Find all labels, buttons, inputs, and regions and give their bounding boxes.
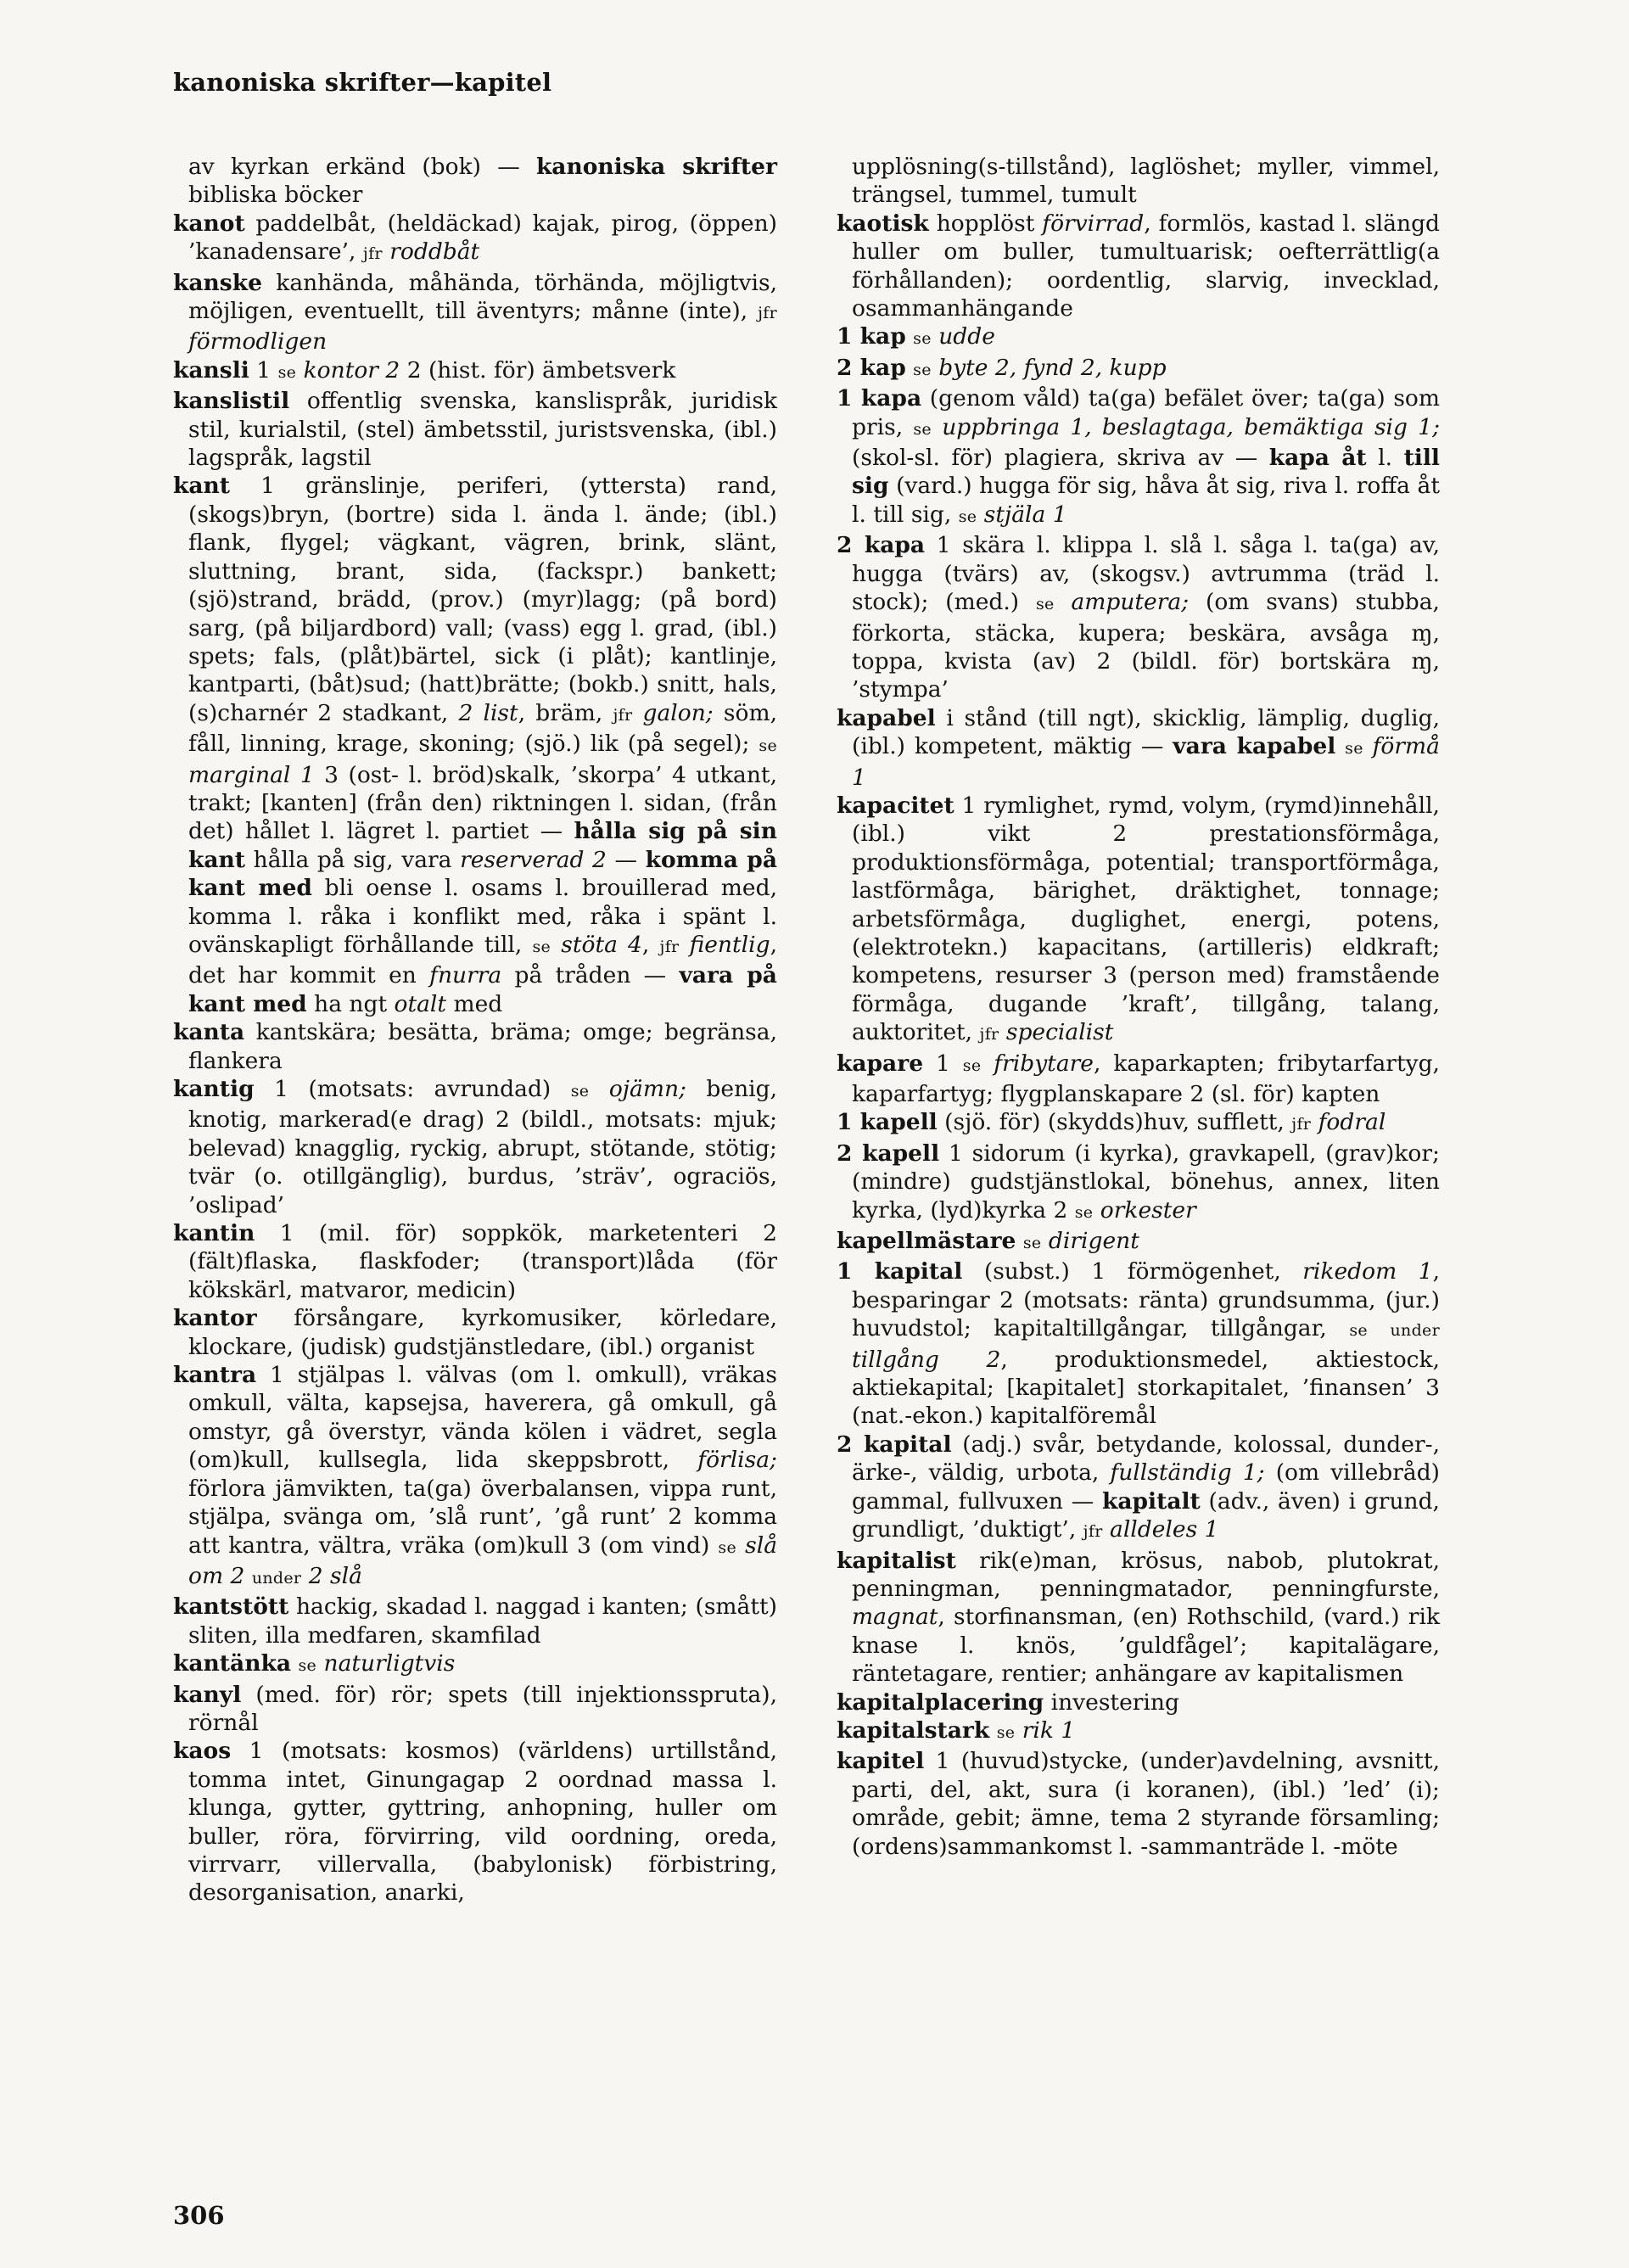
page-number: 306: [173, 2201, 225, 2230]
entry-text: (subst.) 1 förmögenhet,: [962, 1258, 1303, 1285]
entry-text: l.: [1366, 445, 1404, 472]
italic-ref: förlisa;: [697, 1447, 777, 1474]
italic-ref: fribytare: [994, 1050, 1094, 1077]
headword: kapare: [837, 1050, 924, 1077]
entry-text: hålla på sig, vara: [245, 846, 461, 873]
small-caps-label: under: [1390, 1321, 1440, 1341]
headword: kapellmästare: [837, 1228, 1016, 1255]
small-caps-label: se: [570, 1082, 590, 1100]
entry-text: [1016, 1228, 1022, 1254]
entry-text: (vard.) hugga för sig, håva åt sig, riva l. roffa åt l. till sig,: [852, 473, 1440, 528]
italic-ref: 2 list: [458, 699, 518, 726]
entry-text: 1 (huvud)stycke, (under)avdelning, avsnitt, parti, del, akt, sura (i koranen), (ibl.) ’led’ (i); område, gebit; ämne, tema 2 styrande församling; (ordens)sammankomst l. -sammanträde l. -möte: [852, 1748, 1440, 1860]
entry-text: [906, 323, 913, 350]
italic-ref: fnurra: [429, 962, 502, 989]
entry-text: försångare, kyrkomusiker, körledare, klockare, (judisk) gudstjänstledare, (ibl.) organist: [188, 1305, 777, 1360]
dictionary-entry: [173, 1361, 777, 1593]
entry-text: 2 (hist. för) ämbetsverk: [400, 356, 676, 384]
entry-text: [679, 932, 689, 958]
italic-ref: fientlig: [689, 931, 770, 958]
entry-text: [932, 323, 938, 350]
entry-text: ha ngt: [306, 990, 395, 1017]
headword: kantänka: [173, 1650, 292, 1677]
entry-text: paddelbåt, (heldäckad) kajak, pirog, (öppen) ’kanadensare’,: [188, 210, 777, 266]
entry-text: , det har kommit en: [188, 931, 777, 989]
dictionary-entry: [837, 1547, 1440, 1688]
small-caps-label: jfr: [758, 304, 777, 323]
small-caps-label: se: [532, 937, 551, 956]
headword: kant: [173, 473, 231, 500]
italic-ref: rikedom 1: [1302, 1258, 1433, 1285]
italic-ref: fullständig 1;: [1110, 1459, 1265, 1487]
italic-ref: stöta 4: [561, 931, 642, 958]
headword: kapitalplacering: [837, 1688, 1044, 1716]
entry-text: benig, knotig, markerad(e drag) 2 (bildl., motsats: mjuk; belevad) knagglig, ryckig, abrupt, stötande, stötig; tvär (o. otillgänglig), burdus, ’sträv’, ograciös, ’oslipad’: [188, 1076, 777, 1218]
dictionary-entry: [173, 356, 777, 387]
right-column: [837, 153, 1440, 1861]
entry-text: [1335, 733, 1345, 759]
entry-text: 1 sidorum (i kyrka), gravkapell, (grav)kor; (mindre) gudstjänstlokal, bönehus, annex, liten kyrka, (lyd)kyrka 2: [852, 1140, 1440, 1224]
italic-ref: kontor 2: [303, 356, 400, 384]
entry-text: (med. för) rör; spets (till injektionsspruta), rörnål: [188, 1681, 777, 1736]
dictionary-entry: [173, 1304, 777, 1361]
entry-text: rik(e)man, krösus, nabob, plutokrat, penningman, penningmatador, penningfurste,: [852, 1547, 1440, 1602]
running-head: kanoniska skrifter—kapitel: [173, 68, 552, 97]
dictionary-entry: [837, 210, 1440, 323]
entry-text: [932, 414, 942, 440]
entry-text: [1093, 1197, 1100, 1224]
dictionary-entry: [173, 1737, 777, 1907]
entry-text: upplösning(s-tillstånd), laglöshet; myller, vimmel, trängsel, tummel, tumult: [852, 154, 1440, 209]
italic-ref: orkester: [1100, 1196, 1196, 1224]
entry-text: , kaparkapten; fribytarfartyg, kaparfartyg; flygplanskapare 2 (sl. för) kapten: [852, 1050, 1440, 1107]
headword: kaos: [173, 1738, 232, 1765]
italic-ref: amputera;: [1071, 589, 1190, 616]
entry-text: (om villebråd) gammal, fullvuxen —: [852, 1459, 1441, 1515]
dictionary-entry: [837, 704, 1440, 792]
entry-text: (adv., även) i grund, grundligt, ’duktigt’,: [852, 1487, 1440, 1543]
headword: 1 kapital: [837, 1258, 963, 1285]
italic-ref: 2 slå: [308, 1562, 362, 1589]
headword: kantstött: [173, 1593, 289, 1621]
headword: kapitel: [837, 1748, 925, 1775]
entry-text: (adj.) svår, betydande, kolossal, dunder-, ärke-, väldig, urbota,: [852, 1431, 1440, 1487]
bold-phrase: kapitalt: [1101, 1487, 1201, 1515]
small-caps-label: under: [251, 1568, 302, 1588]
small-caps-label: se: [1349, 1321, 1368, 1341]
dictionary-entry: [837, 1431, 1440, 1547]
entry-text: [1311, 1109, 1318, 1135]
small-caps-label: jfr: [1291, 1115, 1312, 1134]
entry-text: 1 (motsats: kosmos) (världens) urtillstånd, tomma intet, Ginungagap 2 oordnad massa l. klunga, gytter, gyttring, anhopning, huller om buller, röra, förvirring, vild oordning, oreda, virrvarr, villervalla, (babylonisk) förbistring, desorganisation, anarki,: [188, 1738, 777, 1907]
entry-text: [1368, 1315, 1391, 1341]
small-caps-label: jfr: [613, 705, 633, 725]
small-caps-label: se: [1074, 1202, 1094, 1222]
entry-text: [632, 700, 642, 726]
headword: kaotisk: [837, 210, 929, 237]
entry-text: 1 gränslinje, periferi, (yttersta) rand, (skogs)bryn, (bortre) sida l. ända l. ände; (ibl.) flank, flygel; vägkant, vägren, brink, slänt, sluttning, brant, sida, (fackspr.) bankett; (sjö)strand, brädd, (prov.) (myr)lagg; (på bord) sarg, (på biljardbord) vall; (vass) egg l. grad, (ibl.) spets; fals, (plåt)bärtel, sick (i plåt); kantlinje, kantparti, (båt)sud; (hatt)brätte; (bokb.) snitt, hals, (s)charnér 2 stadkant,: [188, 473, 777, 726]
entry-text: kanhända, måhända, törhända, möjligtvis, möjligen, eventuellt, till äventyrs; månne (inte),: [188, 269, 777, 325]
dictionary-entry: [173, 269, 777, 356]
headword: kapabel: [837, 704, 936, 731]
small-caps-label: jfr: [362, 244, 383, 264]
bold-phrase: till sig: [852, 445, 1441, 500]
dictionary-entry: [173, 153, 777, 210]
italic-ref: stjäla 1: [983, 501, 1067, 528]
entry-text: [736, 1532, 745, 1559]
dictionary-entry: [837, 792, 1440, 1050]
dictionary-entry: [173, 1219, 777, 1304]
small-caps-label: se: [913, 329, 932, 349]
headword: kanta: [173, 1019, 245, 1046]
entry-text: i stånd (till ngt), skicklig, lämplig, duglig, (ibl.) kompetent, mäktig —: [852, 704, 1440, 760]
headword: 2 kap: [837, 354, 906, 381]
entry-text: [981, 1050, 994, 1077]
dictionary-entry: [837, 1108, 1440, 1139]
entry-text: [1041, 1228, 1048, 1254]
dictionary-entry: [173, 472, 777, 1018]
dictionary-entry: [837, 1227, 1440, 1257]
italic-ref: udde: [938, 323, 995, 350]
entry-text: 1 rymlighet, rymd, volym, (rymd)innehåll, (ibl.) vikt 2 prestationsförmåga, produktionsförmåga, potential; transportförmåga, lastförmåga, bärighet, dräktighet, tonnage; arbetsförmåga, duglighet, energi, potens, (elektrotekn.) kapacitans, (artilleris) eldkraft; kompetens, resurser 3 (person med) framstående förmåga, dugande ’kraft’, tillgång, talang, auktoritet,: [852, 792, 1440, 1046]
italic-ref: alldeles 1: [1110, 1516, 1219, 1543]
headword: kansli: [173, 356, 249, 384]
small-caps-label: se: [759, 736, 777, 756]
entry-text: [977, 501, 983, 528]
small-caps-label: se: [962, 1056, 982, 1075]
headword: 1 kap: [837, 323, 906, 350]
headword: 2 kapa: [837, 532, 926, 559]
entry-text: 1 stjälpas l. välvas (om l. omkull), vräkas omkull, välta, kapsejsa, haverera, gå omkull, gå omstyr, gå överstyr, vända kölen i vädret, segla (om)kull, kullsegla, lida skeppsbrott,: [188, 1362, 777, 1474]
italic-ref: specialist: [1005, 1019, 1114, 1046]
bold-phrase: kapa åt: [1268, 445, 1367, 472]
headword: kapitalstark: [837, 1716, 990, 1744]
small-caps-label: se: [913, 360, 932, 379]
small-caps-label: se: [1022, 1234, 1042, 1253]
entry-text: 3 (ost- l. bröd)skalk, ’skorpa’ 4 utkant, trakt; [kanten] (från den) riktningen l. sidan, (från det) hållet l. lägret l. partiet —: [188, 761, 777, 845]
dictionary-entry: [837, 354, 1440, 384]
entry-text: , formlös, kastad l. slängd huller om buller, tumultuarisk; oefterrättlig(a förhållanden); oordentlig, slarvig, invecklad, osammanhängande: [852, 210, 1440, 322]
entry-text: 1: [923, 1050, 963, 1077]
headword: 1 kapell: [837, 1109, 938, 1136]
entry-text: med: [446, 990, 503, 1017]
entry-text: offentlig svenska, kanslispråk, juridisk stil, kurialstil, (stel) ämbetsstil, juristsvenska, (ibl.) lagspråk, lagstil: [188, 388, 777, 472]
small-caps-label: se: [1035, 595, 1055, 614]
entry-text: [932, 355, 938, 381]
italic-ref: otalt: [394, 990, 447, 1017]
dictionary-entry: [837, 1688, 1440, 1716]
dictionary-entry: [837, 153, 1440, 210]
entry-text: (sjö. för) (skydds)huv, sufflett,: [937, 1109, 1292, 1136]
italic-ref: rik 1: [1022, 1716, 1076, 1744]
entry-text: 1 (mil. för) soppkök, marketenteri 2 (fält)flaska, flaskfoder; (transport)låda (för kökskärl, matvaror, medicin): [188, 1220, 777, 1303]
entry-text: hopplöst: [928, 210, 1043, 237]
headword: kantin: [173, 1220, 255, 1247]
dictionary-entry: [837, 1747, 1440, 1861]
headword: 1 kapa: [837, 385, 922, 412]
entry-text: [383, 238, 389, 265]
entry-text: investering: [1044, 1688, 1179, 1716]
entry-text: (om svans) stubba, förkorta, stäcka, kupera; beskära, avsåga ɱ, toppa, kvista (av) 2 (bildl. för) bortskära ɱ, ’stympa’: [852, 589, 1440, 703]
headword: kantor: [173, 1305, 257, 1332]
entry-text: kantskära; besätta, bräma; omge; begränsa, flankera: [188, 1019, 777, 1074]
entry-text: av kyrkan erkänd (bok) —: [188, 154, 536, 180]
left-column: [173, 153, 777, 1907]
dictionary-entry: [173, 387, 777, 472]
entry-text: bibliska böcker: [188, 182, 363, 209]
entry-text: [244, 1563, 251, 1589]
small-caps-label: se: [996, 1722, 1016, 1742]
italic-ref: slå om 2: [188, 1532, 777, 1589]
italic-ref: förmå 1: [852, 733, 1440, 791]
entry-text: , produktionsmedel, aktiestock, aktiekapital; [kapitalet] storkapitalet, ’finansen’ 3 (nat.-ekon.) kapitalföremål: [852, 1346, 1440, 1430]
entry-text: [296, 357, 303, 384]
bold-phrase: vara kapabel: [1173, 733, 1336, 760]
entry-text: [1103, 1516, 1110, 1543]
entry-text: ,: [641, 931, 660, 958]
entry-text: [301, 1563, 308, 1589]
small-caps-label: jfr: [659, 937, 680, 956]
headword: kanot: [173, 210, 245, 237]
dictionary-entry: [837, 1257, 1440, 1430]
italic-ref: magnat: [852, 1604, 938, 1631]
italic-ref: marginal 1: [188, 761, 315, 788]
small-caps-label: se: [913, 419, 932, 439]
entry-text: 1 (motsats: avrundad): [254, 1076, 571, 1102]
small-caps-label: se: [1345, 739, 1363, 759]
small-caps-label: se: [298, 1656, 317, 1676]
entry-text: [589, 1076, 609, 1102]
headword: kapitalist: [837, 1547, 956, 1574]
italic-ref: tillgång 2: [852, 1346, 1001, 1373]
headword: kantra: [173, 1362, 257, 1389]
entry-text: 1: [249, 356, 278, 384]
dictionary-entry: [173, 1593, 777, 1649]
dictionary-entry: [173, 1681, 777, 1738]
headword: kantig: [173, 1076, 255, 1102]
entry-text: på tråden —: [501, 962, 680, 989]
dictionary-entry: [173, 210, 777, 269]
entry-text: , storfinansman, (en) Rothschild, (vard.) rik knase l. knös, ’guldfågel’; kapitalägare, räntetagare, rentier; anhängare av kapitalismen: [852, 1604, 1440, 1688]
italic-ref: byte 2, fynd 2, kupp: [938, 354, 1167, 381]
entry-text: , bräm,: [518, 699, 613, 726]
dictionary-entry: [173, 1018, 777, 1075]
entry-text: söm, fåll, linning, krage, skoning; (sjö.) lik (på segel);: [188, 699, 777, 758]
entry-text: 1 skära l. klippa l. slå l. såga l. ta(ga) av, hugga (tvärs) av, (skogsv.) avtrumma (träd l. stock); (med.): [852, 532, 1440, 616]
entry-text: (skol-sl. för) plagiera, skriva av —: [852, 445, 1269, 472]
italic-ref: uppbringa 1, beslagtaga, bemäktiga sig 1;: [942, 413, 1440, 440]
bold-phrase: vara på kant med: [188, 962, 777, 1017]
headword: kanyl: [173, 1681, 242, 1708]
small-caps-label: se: [277, 362, 297, 382]
entry-text: bli oense l. osams l. brouillerad med, komma l. råka i konflikt med, råka i spänt l. ovänskapligt förhållande till,: [188, 875, 777, 958]
small-caps-label: jfr: [1083, 1522, 1103, 1542]
entry-text: [551, 932, 561, 958]
headword: 2 kapell: [837, 1140, 940, 1167]
dictionary-entry: [837, 1716, 1440, 1747]
small-caps-label: jfr: [979, 1025, 999, 1044]
bold-phrase: kanoniska skrifter: [535, 154, 777, 180]
entry-text: (genom våld) ta(ga) befälet över; ta(ga) som pris,: [852, 385, 1440, 440]
entry-text: [999, 1019, 1005, 1045]
entry-text: [989, 1717, 996, 1744]
headword: kapacitet: [837, 792, 954, 819]
dictionary-entry: [837, 1140, 1440, 1227]
entry-text: —: [606, 846, 646, 873]
entry-text: hackig, skadad l. naggad i kanten; (smått) sliten, illa medfaren, skamfilad: [188, 1593, 777, 1649]
entry-text: [906, 355, 913, 381]
dictionary-entry: [837, 384, 1440, 531]
italic-ref: förvirrad: [1042, 210, 1145, 237]
dictionary-entry: [173, 1649, 777, 1680]
small-caps-label: se: [958, 507, 977, 526]
headword: kanslistil: [173, 388, 290, 415]
italic-ref: naturligtvis: [323, 1650, 456, 1677]
entry-text: [1015, 1717, 1022, 1744]
italic-ref: ojämn;: [608, 1076, 686, 1102]
italic-ref: reserverad 2: [460, 846, 607, 873]
bold-phrase: hålla sig på sin kant: [188, 818, 778, 873]
entry-text: , besparingar 2 (motsats: ränta) grundsumma, (jur.) huvudstol; kapitaltillgångar, tillgångar,: [852, 1258, 1440, 1342]
headword: kanske: [173, 269, 262, 296]
entry-text: [1363, 733, 1373, 759]
small-caps-label: se: [718, 1537, 737, 1557]
bold-phrase: komma på kant med: [188, 846, 777, 902]
italic-ref: förmodligen: [188, 328, 327, 356]
italic-ref: fodral: [1318, 1109, 1386, 1136]
entry-text: [316, 1650, 323, 1677]
entry-text: [1055, 589, 1072, 615]
headword: 2 kapital: [837, 1431, 952, 1458]
dictionary-entry: [837, 531, 1440, 703]
italic-ref: roddbåt: [389, 238, 480, 266]
entry-text: förlora jämvikten, ta(ga) överbalansen, vippa runt, stjälpa, svänga om, ’slå runt’, ’gå runt’ 2 komma att kantra, vältra, vräka (om)kull 3 (om vind): [188, 1475, 777, 1559]
italic-ref: dirigent: [1048, 1228, 1139, 1255]
italic-ref: galon;: [642, 699, 714, 726]
dictionary-entry: [837, 1050, 1440, 1109]
dictionary-entry: [837, 322, 1440, 353]
dictionary-entry: [173, 1075, 777, 1219]
